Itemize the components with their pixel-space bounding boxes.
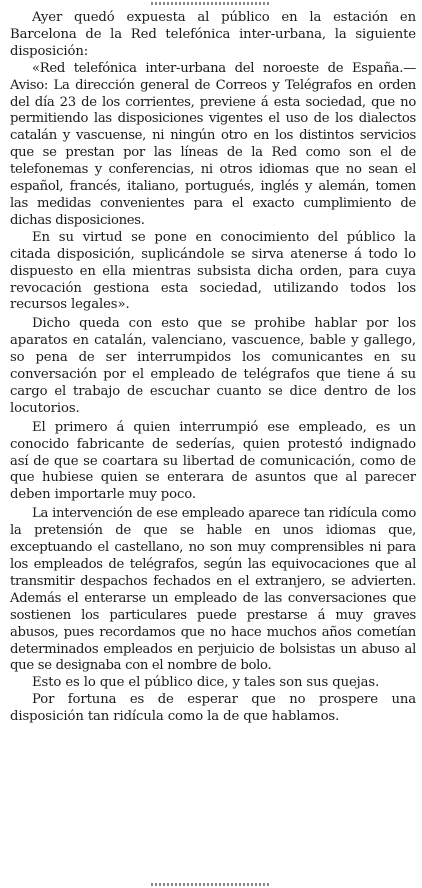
bottom-divider-rule [151,883,271,886]
top-divider-rule [151,2,271,5]
paragraph-first-interruption: El primero á quien interrumpió ese empleado, es un conocido fabricante de sederías, quien protestó indignado así de que se coartara su libertad de comunicación, como de que hubiese quien se enterara de asuntos que al parecer deben importarle muy poco. [10,419,416,503]
paragraph-criticism: La intervención de ese empleado aparece tan ridícula como la pretensión de que se hable en unos idiomas que, exceptuando el castellano, no son muy comprensibles ni para los empleados de telégrafos, según las equivocaciones que al transmitir despachos fechados en el extranjero, se advierten. Además el enterarse un empleado de las conversaciones que sostienen los particulares puede prestarse á muy graves abusos, pues recordamos que no hace muchos años cometían determinados empleados en perjuicio de bolsistas un abuso al que se designaba con el nombre de bolo. [10,506,416,674]
newspaper-article [10,10,416,726]
paragraph-public-complaints: Esto es lo que el público dice, y tales son sus quejas. [32,675,380,691]
paragraph-conclusion: Por fortuna es de esperar que no prospere una disposición tan ridícula como la de que hablamos. [10,692,416,725]
paragraph-intro: Ayer quedó expuesta al público en la estación en Barcelona de la Red telefónica inter-urbana, la siguiente disposición: [10,10,416,59]
paragraph-prohibition: Dicho queda con esto que se prohibe hablar por los aparatos en catalán, valenciano, vascuence, bable y gallego, so pena de ser interrumpidos los comunicantes en su conversación por el empleado de telégrafos que tiene á su cargo el trabajo de escuchar cuanto se dice dentro de los locutorios. [10,316,416,416]
paragraph-notice-quote: «Red telefónica inter-urbana del noroeste de España.—Aviso: La dirección general de Correos y Telégrafos en orden del día 23 de los corrientes, previene á esta sociedad, que no permitiendo las disposiciones vigentes el uso de los dialectos catalán y vascuense, ni ningún otro en los distintos servicios que se prestan por las líneas de la Red como son el de telefonemas y conferencias, ni otros idiomas que no sean el español, francés, italiano, portugués, inglés y alemán, tomen las medidas convenientes para el exacto cumplimiento de dichas disposiciones. [10,60,416,228]
paragraph-notice-continuation: En su virtud se pone en conocimiento del público la citada disposición, suplicándole se sirva atenerse á todo lo dispuesto en ella mientras subsista dicha orden, para cuya revocación gestiona esta sociedad, utilizando todos los recursos legales». [10,229,416,313]
